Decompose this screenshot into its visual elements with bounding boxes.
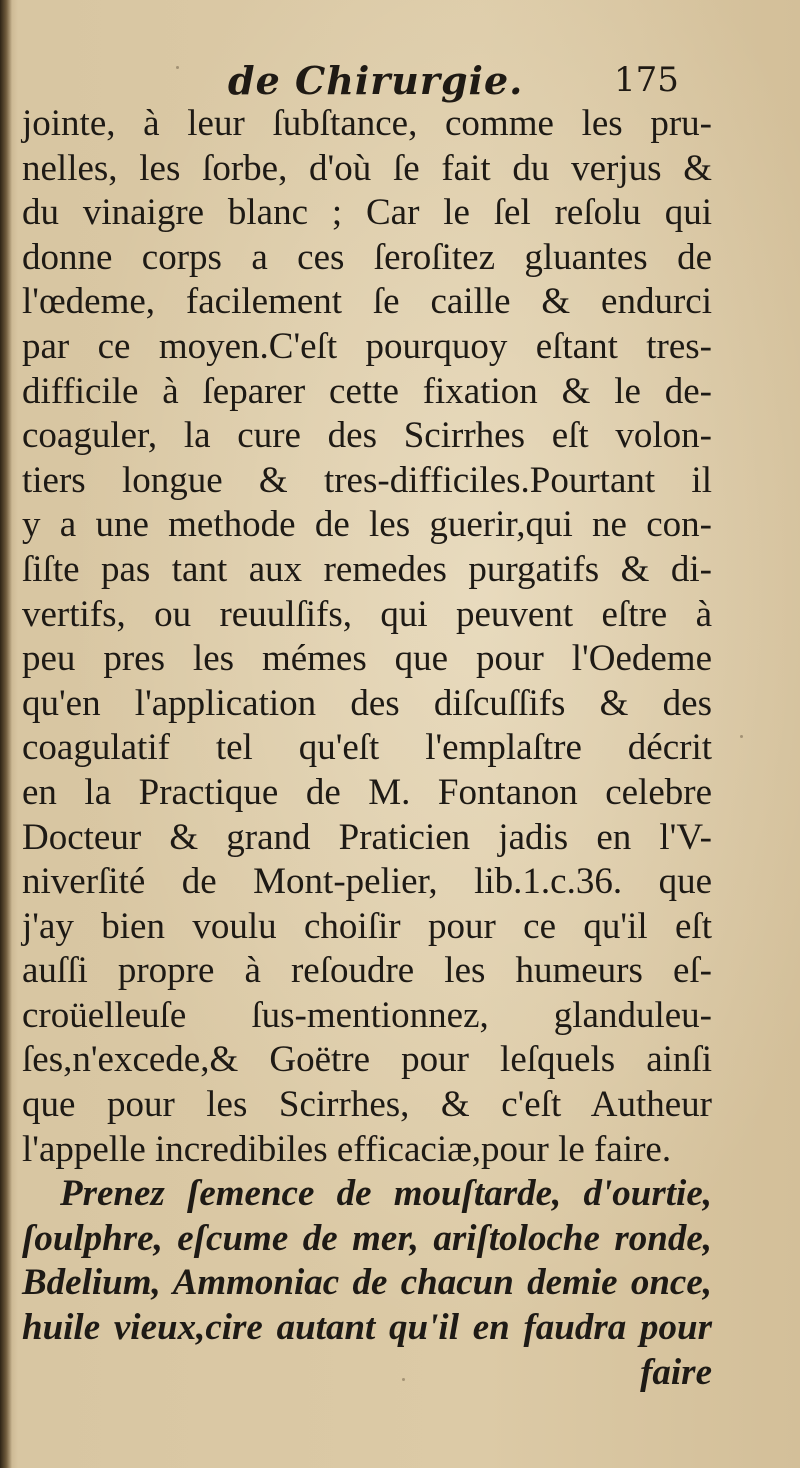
body-text [22, 102, 712, 1395]
text-line: donne corps a ces ſeroſitez gluantes de [22, 236, 712, 278]
text-line: Docteur & grand Praticien jadis en l'V- [22, 816, 712, 858]
paper-speck [402, 1378, 405, 1381]
text-line: auſſi propre à reſoudre les humeurs eſ- [22, 950, 712, 992]
text-line: coaguler, la cure des Scirrhes eſt volon- [22, 415, 712, 457]
text-line: en la Practique de M. Fontanon celebre [22, 771, 712, 813]
page-number: 175 [614, 60, 679, 100]
text-line: y a une methode de les guerir,qui ne con- [22, 504, 712, 546]
text-line: l'œdeme, facilement ſe caille & endurci [22, 281, 712, 323]
recipe-line: huile vieux,cire autant qu'il en faudra pour [22, 1307, 712, 1349]
text-line: difficile à ſeparer cette fixation & le de- [22, 370, 712, 412]
text-line: nelles, les ſorbe, d'où ſe fait du verjus & [22, 147, 712, 189]
text-line: tiers longue & tres-difficiles.Pourtant il [22, 459, 712, 501]
text-line: niverſité de Mont-pelier, lib.1.c.36. que [22, 861, 712, 903]
text-line: l'appelle incredibiles efficaciæ,pour le faire. [22, 1128, 672, 1170]
text-line: que pour les Scirrhes, & c'eſt Autheur [22, 1084, 712, 1126]
text-line: coagulatif tel qu'eſt l'emplaſtre décrit [22, 727, 712, 769]
text-line: par ce moyen.C'eſt pourquoy eſtant tres- [22, 325, 712, 367]
running-head [0, 58, 800, 108]
text-line: peu pres les mémes que pour l'Oedeme [22, 638, 712, 680]
text-line: j'ay bien voulu choiſir pour ce qu'il eſt [22, 905, 712, 947]
paper-speck [740, 735, 743, 738]
recipe-line: Bdelium, Ammoniac de chacun demie once, [22, 1262, 712, 1304]
text-line: du vinaigre blanc ; Car le ſel reſolu qui [22, 192, 712, 234]
text-line: jointe, à leur ſubſtance, comme les pru- [22, 103, 712, 144]
recipe-line: Prenez ſemence de mouſtarde, d'ourtie, [60, 1173, 712, 1215]
paper-speck [176, 66, 179, 69]
recipe-line: ſoulphre, eſcume de mer, ariſtoloche ronde, [22, 1217, 712, 1259]
recipe-line: faire [640, 1351, 712, 1393]
page-gutter-shadow [0, 0, 12, 1468]
text-line: qu'en l'application des diſcuſſifs & des [22, 682, 712, 724]
text-line: vertifs, ou reuulſifs, qui peuvent eſtre à [22, 593, 712, 635]
running-head-title: de Chirurgie. [228, 58, 524, 103]
text-line: ſes,n'excede,& Goëtre pour leſquels ainſi [22, 1039, 712, 1081]
text-line: ſiſte pas tant aux remedes purgatifs & di- [22, 548, 712, 590]
text-line: croüelleuſe ſus-mentionnez, glanduleu- [22, 994, 712, 1036]
